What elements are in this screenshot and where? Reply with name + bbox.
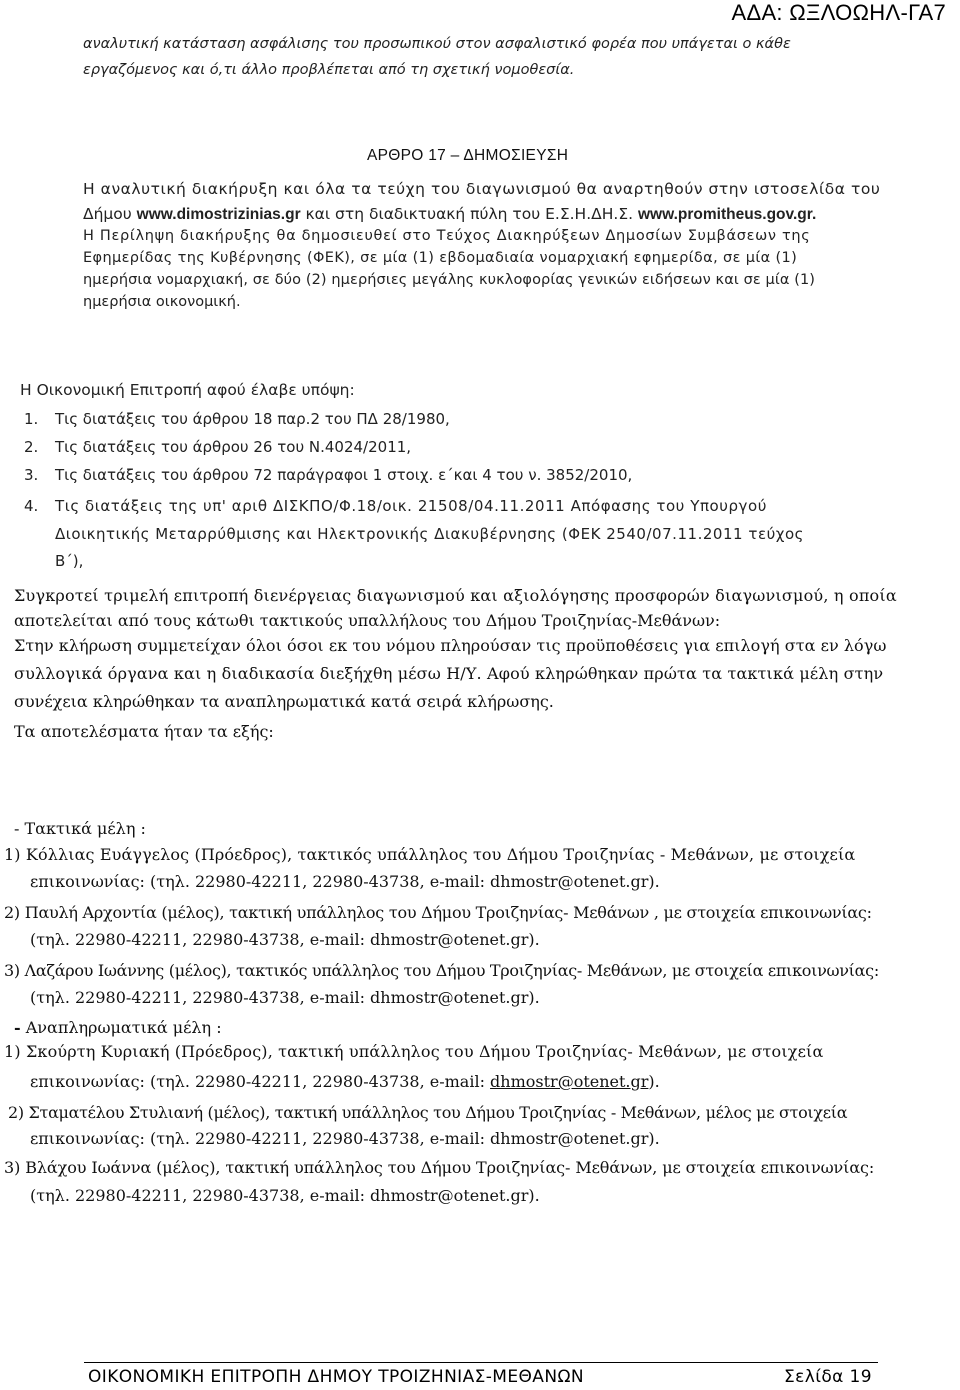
article-p1-line-2 (83, 205, 816, 224)
consideration-text: Τις διατάξεις της υπ' αριθ ΔΙΣΚΠΟ/Φ.18/οικ. 21508/04.11.2011 Απόφασης του Υπουργού (55, 497, 767, 515)
heading-dash: - (14, 1018, 21, 1037)
committee-p2-line-3: συνέχεια κληρώθηκαν τα αναπληρωματικά κατά σειρά κλήρωσης. (14, 692, 554, 711)
article-p2-line-1: Η Περίληψη διακήρυξης θα δημοσιευθεί στο Τεύχος Διακηρύξεων Δημοσίων Συμβάσεων της (83, 228, 811, 244)
consideration-text: Τις διατάξεις του άρθρου 18 παρ.2 του ΠΔ 28/1980, (55, 410, 450, 428)
substitute-member-1-line-1: 1) Σκούρτη Κυριακή (Πρόεδρος), τακτική υπάλληλος του Δήμου Τροιζηνίας- Μεθάνων, με στοιχεία (4, 1042, 824, 1061)
page-footer (88, 1367, 872, 1387)
consideration-text: Τις διατάξεις του άρθρου 72 παράγραφοι 1 στοιχ. ε΄και 4 του ν. 3852/2010, (55, 466, 633, 484)
article-p2-line-3: ημερήσια νομαρχιακή, σε δύο (2) ημερήσιες μεγάλης κυκλοφορίας γενικών ειδήσεων και σε μία (1) (83, 272, 816, 288)
footer-title: ΟΙΚΟΝΟΜΙΚΗ ΕΠΙΤΡΟΠΗ ΔΗΜΟΥ ΤΡΟΙΖΗΝΙΑΣ-ΜΕΘΑΝΩΝ (88, 1367, 584, 1387)
ada-code: ΑΔΑ: ΩΞΛΟΩΗΛ-ΓΑ7 (731, 0, 946, 25)
page-number: Σελίδα 19 (784, 1367, 872, 1387)
regular-member-1-line-2: επικοινωνίας: (τηλ. 22980-42211, 22980-43738, e-mail: dhmostr@otenet.gr). (30, 872, 660, 891)
website-link[interactable]: www.dimostrizinias.gr (136, 206, 301, 223)
substitute-members-heading (14, 1018, 222, 1037)
regular-member-2-line-1: 2) Παυλή Αρχοντία (μέλος), τακτική υπάλληλος του Δήμου Τροιζηνίας- Μεθάνων , με στοιχεία επικοινωνίας: (4, 903, 872, 922)
substitute-member-3-line-1: 3) Βλάχου Ιωάννα (μέλος), τακτική υπάλληλος του Δήμου Τροιζηνίας- Μεθάνων, με στοιχεία επικοινωνίας: (4, 1158, 875, 1177)
article-p1-line-2a: Δήμου (83, 205, 137, 223)
article-p2-line-4: ημερήσια οικονομική. (83, 294, 241, 310)
article-title: ΑΡΘΡΟ 17 – ΔΗΜΟΣΙΕΥΣΗ (367, 147, 569, 164)
article-p2-line-2: Εφημερίδας της Κυβέρνησης (ΦΕΚ), σε μία (1) εβδομαδιαία νομαρχιακή εφημερίδα, σε μία (1) (83, 250, 798, 266)
regular-member-3-line-2: (τηλ. 22980-42211, 22980-43738, e-mail: dhmostr@otenet.gr). (30, 988, 540, 1007)
consideration-1 (24, 410, 450, 428)
consideration-number: 3. (24, 466, 39, 484)
promitheus-link[interactable]: www.promitheus.gov.gr. (637, 206, 817, 223)
substitute-member-3-line-2: (τηλ. 22980-42211, 22980-43738, e-mail: dhmostr@otenet.gr). (30, 1186, 540, 1205)
article-p1-line-2b: και στη διαδικτυακή πύλη του Ε.Σ.Η.ΔΗ.Σ. (300, 205, 638, 223)
regular-member-1-line-1: 1) Κόλλιας Ευάγγελος (Πρόεδρος), τακτικός υπάλληλος του Δήμου Τροιζηνίας - Μεθάνων, με στοιχεία (4, 845, 856, 864)
heading-text: Αναπληρωματικά μέλη : (20, 1018, 222, 1037)
consideration-4-line-2: Διοικητικής Μεταρρύθμισης και Ηλεκτρονικής Διακυβέρνησης (ΦΕΚ 2540/07.11.2011 τεύχος (55, 525, 804, 543)
committee-p2-line-2: συλλογικά όργανα και η διαδικασία διεξήχθη μέσω Η/Υ. Αφού κληρώθηκαν πρώτα τα τακτικά μέλη στην (14, 664, 884, 683)
substitute-member-2-line-1: 2) Σταματέλου Στυλιανή (μέλος), τακτική υπάλληλος του Δήμου Τροιζηνίας - Μεθάνων, μέλος με στοιχεία (8, 1103, 848, 1122)
intro-line-1 (83, 36, 871, 52)
consideration-3 (24, 466, 633, 484)
committee-p2-line-1: Στην κλήρωση συμμετείχαν όλοι όσοι εκ του νόμου πληρούσαν τις προϋποθέσεις για επιλογή στα εν λόγω (14, 636, 887, 655)
consideration-2 (24, 438, 412, 456)
intro-line-2: εργαζόμενος και ό,τι άλλο προβλέπεται από τη σχετική νομοθεσία. (83, 62, 575, 78)
substitute-member-1-line-2 (30, 1072, 660, 1091)
contact-text: επικοινωνίας: (τηλ. 22980-42211, 22980-43738, e-mail: (30, 1072, 491, 1091)
results-intro: Τα αποτελέσματα ήταν τα εξής: (14, 722, 274, 741)
regular-member-2-line-2: (τηλ. 22980-42211, 22980-43738, e-mail: dhmostr@otenet.gr). (30, 930, 540, 949)
substitute-member-2-line-2: επικοινωνίας: (τηλ. 22980-42211, 22980-43738, e-mail: dhmostr@otenet.gr). (30, 1129, 660, 1148)
consideration-number: 2. (24, 438, 39, 456)
intro-line-1-text: αναλυτική κατάσταση ασφάλισης του προσωπικού στον ασφαλιστικό φορέα που υπάγεται ο κάθε (83, 36, 791, 52)
consideration-number: 4. (24, 497, 39, 515)
committee-intro: Η Οικονομική Επιτροπή αφού έλαβε υπόψη: (20, 381, 355, 399)
consideration-4-line-3: Β΄), (55, 552, 84, 570)
contact-end: ). (648, 1072, 660, 1091)
committee-p1-line-2: αποτελείται από τους κάτωθι τακτικούς υπαλλήλους του Δήμου Τροιζηνίας-Μεθάνων: (14, 611, 721, 630)
consideration-text: Τις διατάξεις του άρθρου 26 του Ν.4024/2011, (55, 438, 412, 456)
committee-p1-line-1: Συγκροτεί τριμελή επιτροπή διενέργειας διαγωνισμού και αξιολόγησης προσφορών διαγωνισμού, η οποία (14, 586, 897, 605)
regular-member-3-line-1: 3) Λαζάρου Ιωάννης (μέλος), τακτικός υπάλληλος του Δήμου Τροιζηνίας- Μεθάνων, με στοιχεία επικοινωνίας: (4, 961, 879, 980)
regular-members-heading: - Τακτικά μέλη : (14, 819, 146, 838)
article-p1-line-1: Η αναλυτική διακήρυξη και όλα τα τεύχη του διαγωνισμού θα αναρτηθούν στην ιστοσελίδα του (83, 180, 881, 198)
consideration-number: 1. (24, 410, 39, 428)
email-link[interactable]: dhmostr@otenet.gr (490, 1072, 649, 1091)
footer-divider (84, 1362, 878, 1363)
consideration-4 (24, 497, 767, 515)
